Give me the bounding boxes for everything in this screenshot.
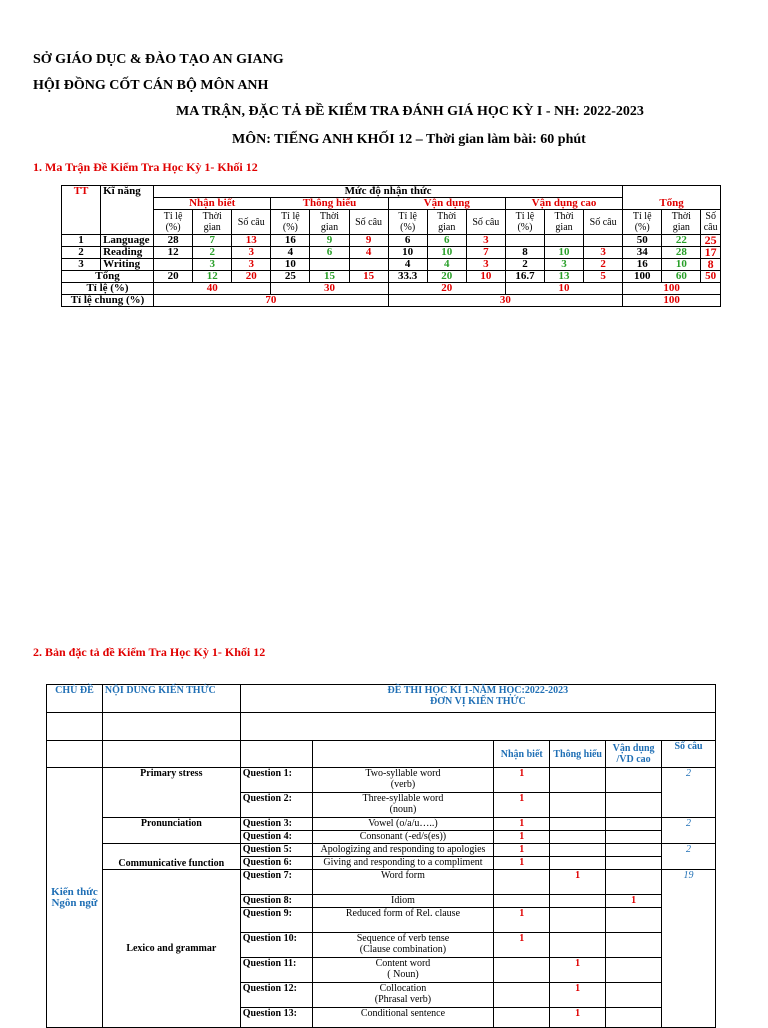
matrix-row (62, 235, 721, 247)
question-label: Question 10: (240, 933, 312, 958)
th-cell (550, 933, 606, 958)
matrix-cell: 7 (193, 235, 232, 247)
matrix-cell: 6 (388, 235, 427, 247)
col-level: Mức độ nhận thức (154, 186, 623, 198)
matrix-cell: 28 (154, 235, 193, 247)
question-label: Question 7: (240, 870, 312, 895)
spec-row (47, 844, 716, 857)
question-desc (312, 895, 494, 908)
common-label: Tỉ lệ chung (%) (62, 295, 154, 307)
matrix-cell: 34 (623, 247, 662, 259)
matrix-cell: 10 (662, 259, 701, 271)
common-cell: 30 (388, 295, 623, 307)
col-th: Thông hiểu (550, 741, 606, 768)
group-lex: Lexico and grammar (102, 870, 240, 1028)
question-label: Question 5: (240, 844, 312, 857)
group-stress: Primary stress (102, 768, 240, 818)
matrix-cell: 12 (193, 271, 232, 283)
th-cell: 1 (550, 958, 606, 983)
matrix-cell: 4 (427, 259, 466, 271)
matrix-common-row (62, 295, 721, 307)
level-th: Thông hiểu (271, 198, 388, 210)
th-cell (550, 895, 606, 908)
matrix-cell: 100 (623, 271, 662, 283)
question-desc (312, 768, 494, 793)
th-cell (550, 793, 606, 818)
sub-header-cell: Thời gian (662, 210, 701, 235)
vd-cell: 1 (606, 895, 662, 908)
doc-title: MA TRẬN, ĐẶC TẢ ĐỀ KIỂM TRA ĐÁNH GIÁ HỌC KỲ I - NH: 2022-2023 (176, 104, 644, 119)
common-cell: 100 (623, 295, 721, 307)
desc-line: Content word (375, 958, 431, 969)
question-label: Question 3: (240, 818, 312, 831)
ratio-label: Tỉ lệ (%) (62, 283, 154, 295)
matrix-cell: 3 (544, 259, 583, 271)
common-cell: 70 (154, 295, 389, 307)
th-cell (550, 768, 606, 793)
row-skill: Language (101, 235, 154, 247)
vd-cell (606, 768, 662, 793)
question-label: Question 9: (240, 908, 312, 933)
matrix-cell: 3 (232, 247, 271, 259)
question-desc (312, 1008, 494, 1028)
ratio-cell: 30 (271, 283, 388, 295)
exam-title: ĐỀ THI HỌC KÌ 1-NĂM HỌC:2022-2023 (387, 685, 569, 696)
row-skill: Writing (101, 259, 154, 271)
desc-line: Conditional sentence (360, 1008, 446, 1019)
row-tt: 1 (62, 235, 101, 247)
th-cell: 1 (550, 1008, 606, 1028)
matrix-cell: 50 (701, 271, 721, 283)
matrix-cell: 10 (544, 247, 583, 259)
ratio-cell: 10 (505, 283, 622, 295)
vd-cell (606, 818, 662, 831)
vd-cell (606, 793, 662, 818)
sub-header-cell: Tỉ lệ (%) (388, 210, 427, 235)
sub-header-cell: Thời gian (193, 210, 232, 235)
sub-header-cell: Số câu (232, 210, 271, 235)
question-desc (312, 844, 494, 857)
matrix-cell: 33.3 (388, 271, 427, 283)
th-cell: 1 (550, 870, 606, 895)
col-vd: Vận dụng /VD cao (606, 741, 662, 768)
desc-line: (noun) (389, 804, 417, 815)
matrix-cell: 25 (701, 235, 721, 247)
matrix-cell: 16 (271, 235, 310, 247)
nb-cell: 1 (494, 857, 550, 870)
col-content: NỘI DUNG KIẾN THỨC (102, 685, 240, 713)
desc-line: Giving and responding to a compliment (323, 857, 483, 868)
sub-header-cell: Số câu (584, 210, 623, 235)
th-cell (550, 857, 606, 870)
matrix-cell: 25 (271, 271, 310, 283)
matrix-cell (154, 259, 193, 271)
matrix-cell: 3 (232, 259, 271, 271)
desc-line: Sequence of verb tense (356, 933, 450, 944)
nb-cell (494, 1008, 550, 1028)
question-desc (312, 983, 494, 1008)
sub-header-cell: Tỉ lệ (%) (271, 210, 310, 235)
matrix-row (62, 259, 721, 271)
vd-cell (606, 857, 662, 870)
nb-cell: 1 (494, 768, 550, 793)
desc-line: Collocation (379, 983, 427, 994)
question-desc (312, 793, 494, 818)
question-desc (312, 818, 494, 831)
nb-cell: 1 (494, 933, 550, 958)
question-label: Question 11: (240, 958, 312, 983)
desc-line: Two-syllable word (365, 768, 441, 779)
question-desc (312, 958, 494, 983)
vd-cell (606, 1008, 662, 1028)
matrix-cell: 3 (584, 247, 623, 259)
matrix-cell: 28 (662, 247, 701, 259)
desc-line: ( Noun) (387, 969, 419, 980)
nb-cell: 1 (494, 818, 550, 831)
vd-cell (606, 983, 662, 1008)
desc-line: (Phrasal verb) (374, 994, 432, 1005)
header-line1: SỞ GIÁO DỤC & ĐÀO TẠO AN GIANG (33, 52, 284, 67)
matrix-cell: 10 (466, 271, 505, 283)
matrix-cell: 20 (154, 271, 193, 283)
matrix-cell: 8 (505, 247, 544, 259)
matrix-cell: 5 (584, 271, 623, 283)
nb-cell (494, 895, 550, 908)
matrix-cell: 16.7 (505, 271, 544, 283)
matrix-cell: 8 (701, 259, 721, 271)
matrix-cell: 13 (544, 271, 583, 283)
vd-cell (606, 933, 662, 958)
matrix-cell (505, 235, 544, 247)
ratio-cell: 40 (154, 283, 271, 295)
matrix-cell: 3 (466, 235, 505, 247)
matrix-cell: 3 (193, 259, 232, 271)
matrix-cell (349, 259, 388, 271)
matrix-cell: 17 (701, 247, 721, 259)
sub-header-row (62, 210, 721, 235)
sub-header-cell: Số câu (466, 210, 505, 235)
sub-header-cell: Thời gian (427, 210, 466, 235)
sc-cell: 2 (662, 768, 716, 818)
vd-cell (606, 908, 662, 933)
desc-line: Apologizing and responding to apologies (320, 844, 486, 855)
nb-cell (494, 870, 550, 895)
vd-cell (606, 844, 662, 857)
matrix-cell: 4 (388, 259, 427, 271)
unit-title: ĐƠN VỊ KIẾN THỨC (430, 696, 526, 707)
question-label: Question 4: (240, 831, 312, 844)
matrix-total-row (62, 271, 721, 283)
matrix-cell: 22 (662, 235, 701, 247)
spec-row (47, 818, 716, 831)
matrix-cell: 20 (232, 271, 271, 283)
vd-cell (606, 870, 662, 895)
spec-table (46, 684, 716, 1028)
level-total: Tổng (623, 186, 721, 210)
sub-header-cell: Tỉ lệ (%) (623, 210, 662, 235)
matrix-cell: 60 (662, 271, 701, 283)
matrix-cell: 50 (623, 235, 662, 247)
row-skill: Reading (101, 247, 154, 259)
question-label: Question 2: (240, 793, 312, 818)
desc-line: Consonant (-ed/s(es)) (359, 831, 447, 842)
desc-line: Idiom (391, 895, 415, 906)
matrix-cell (310, 259, 349, 271)
desc-line: Word form (381, 870, 425, 881)
col-nb: Nhận biết (494, 741, 550, 768)
sub-header-cell: Tỉ lệ (%) (154, 210, 193, 235)
col-tt: TT (62, 186, 101, 235)
level-nb: Nhận biết (154, 198, 271, 210)
question-label: Question 6: (240, 857, 312, 870)
nb-cell (494, 983, 550, 1008)
desc-line: (verb) (390, 779, 416, 790)
matrix-cell: 6 (427, 235, 466, 247)
level-vdc: Vận dụng cao (505, 198, 622, 210)
total-label: Tổng (62, 271, 154, 283)
vd-cell (606, 958, 662, 983)
level-vd: Vận dụng (388, 198, 505, 210)
matrix-cell (584, 235, 623, 247)
sc-cell: 2 (662, 844, 716, 870)
sub-header-cell: Số câu (701, 210, 721, 235)
desc-line: Three-syllable word (362, 793, 444, 804)
desc-line: (Clause combination) (359, 944, 447, 955)
sub-header-cell: Thời gian (310, 210, 349, 235)
question-label: Question 1: (240, 768, 312, 793)
matrix-cell: 16 (623, 259, 662, 271)
matrix-cell: 4 (349, 247, 388, 259)
matrix-cell: 7 (466, 247, 505, 259)
matrix-ratio-row (62, 283, 721, 295)
matrix-cell: 10 (388, 247, 427, 259)
matrix-cell: 2 (584, 259, 623, 271)
question-label: Question 12: (240, 983, 312, 1008)
matrix-cell: 15 (349, 271, 388, 283)
th-cell (550, 908, 606, 933)
desc-line: Reduced form of Rel. clause (345, 908, 461, 919)
matrix-cell: 4 (271, 247, 310, 259)
question-label: Question 13: (240, 1008, 312, 1028)
matrix-cell: 15 (310, 271, 349, 283)
matrix-cell: 10 (427, 247, 466, 259)
matrix-cell: 20 (427, 271, 466, 283)
nb-cell: 1 (494, 793, 550, 818)
matrix-cell: 2 (193, 247, 232, 259)
nb-cell: 1 (494, 908, 550, 933)
matrix-cell: 3 (466, 259, 505, 271)
matrix-cell: 13 (232, 235, 271, 247)
question-desc (312, 933, 494, 958)
matrix-cell: 12 (154, 247, 193, 259)
group-pron: Pronunciation (102, 818, 240, 844)
matrix-cell (544, 235, 583, 247)
matrix-cell: 10 (271, 259, 310, 271)
matrix-cell: 9 (310, 235, 349, 247)
matrix-row (62, 247, 721, 259)
sub-header-cell: Tỉ lệ (%) (505, 210, 544, 235)
topic-cell: Kiến thức Ngôn ngữ (47, 768, 103, 1028)
sub-header-cell: Số câu (349, 210, 388, 235)
desc-line: Vowel (o/a/u…..) (368, 818, 438, 829)
nb-cell (494, 958, 550, 983)
th-cell (550, 831, 606, 844)
spec-row (47, 768, 716, 793)
ratio-cell: 100 (623, 283, 721, 295)
group-comm: Communicative function (102, 844, 240, 870)
th-cell: 1 (550, 983, 606, 1008)
section2-heading: 2. Bản đặc tả đề Kiểm Tra Học Kỳ 1- Khối 12 (33, 645, 266, 659)
question-desc (312, 908, 494, 933)
vd-cell (606, 831, 662, 844)
matrix-cell: 6 (310, 247, 349, 259)
row-tt: 3 (62, 259, 101, 271)
header-line2: HỘI ĐỒNG CỐT CÁN BỘ MÔN ANH (33, 78, 269, 93)
nb-cell: 1 (494, 844, 550, 857)
col-sc: Số câu (662, 741, 716, 768)
th-cell (550, 818, 606, 831)
question-label: Question 8: (240, 895, 312, 908)
nb-cell: 1 (494, 831, 550, 844)
col-skill: Kĩ năng (101, 186, 154, 235)
matrix-table (61, 185, 721, 307)
sc-cell: 2 (662, 818, 716, 844)
row-tt: 2 (62, 247, 101, 259)
question-desc (312, 857, 494, 870)
matrix-cell: 2 (505, 259, 544, 271)
ratio-cell: 20 (388, 283, 505, 295)
spec-row (47, 870, 716, 895)
question-desc (312, 831, 494, 844)
matrix-cell: 9 (349, 235, 388, 247)
th-cell (550, 844, 606, 857)
section1-heading: 1. Ma Trận Đề Kiểm Tra Học Kỳ 1- Khối 12 (33, 160, 258, 174)
col-topic: CHỦ ĐỀ (47, 685, 103, 713)
sc-cell: 19 (662, 870, 716, 1028)
doc-subtitle: MÔN: TIẾNG ANH KHỐI 12 – Thời gian làm bài: 60 phút (232, 132, 586, 147)
question-desc (312, 870, 494, 895)
sub-header-cell: Thời gian (544, 210, 583, 235)
